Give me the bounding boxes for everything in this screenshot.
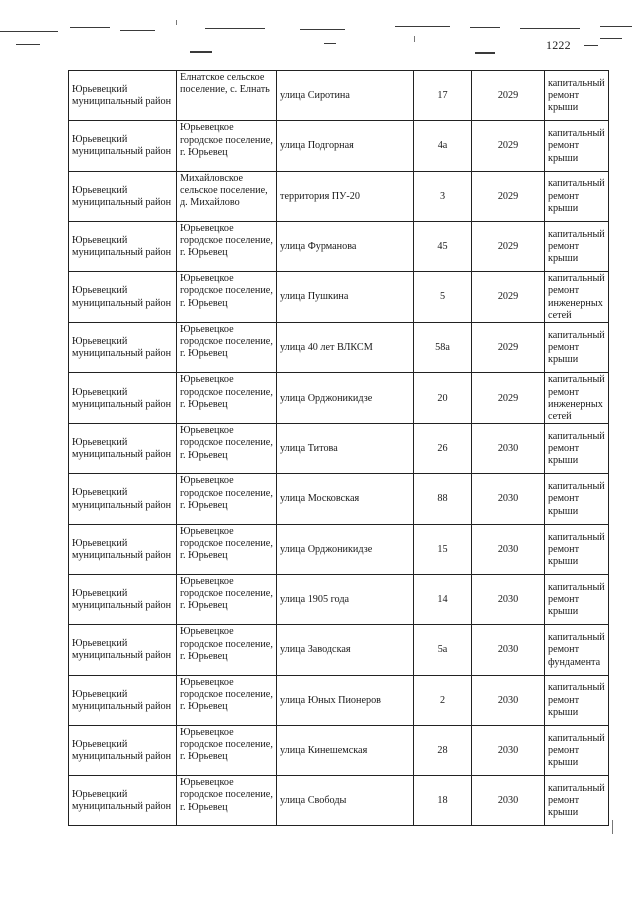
table-row bbox=[69, 524, 609, 574]
street-cell: улица Подгорная bbox=[277, 121, 414, 171]
settlement-cell: Юрьевецкое городское поселение, г. Юрьевец bbox=[177, 323, 277, 373]
scan-mark bbox=[475, 52, 495, 54]
district-cell: Юрьевецкий муниципальный район bbox=[69, 776, 177, 826]
house-number-cell: 5а bbox=[414, 625, 472, 675]
year-cell: 2029 bbox=[472, 373, 545, 424]
settlement-cell: Юрьевецкое городское поселение, г. Юрьевец bbox=[177, 221, 277, 271]
district-cell: Юрьевецкий муниципальный район bbox=[69, 121, 177, 171]
street-cell: улица Кинешемская bbox=[277, 725, 414, 775]
table-row bbox=[69, 71, 609, 121]
table-row bbox=[69, 221, 609, 271]
house-number-cell: 5 bbox=[414, 272, 472, 323]
year-cell: 2030 bbox=[472, 725, 545, 775]
street-cell: улица Московская bbox=[277, 474, 414, 524]
work-type-cell: капитальный ремонт фундамента bbox=[545, 625, 609, 675]
district-cell: Юрьевецкий муниципальный район bbox=[69, 272, 177, 323]
scan-speck bbox=[414, 36, 415, 42]
year-cell: 2029 bbox=[472, 221, 545, 271]
scan-mark bbox=[300, 29, 345, 30]
table-row bbox=[69, 424, 609, 474]
street-cell: улица Заводская bbox=[277, 625, 414, 675]
scan-mark bbox=[600, 26, 632, 27]
street-cell: улица 1905 года bbox=[277, 575, 414, 625]
street-cell: улица Сиротина bbox=[277, 71, 414, 121]
settlement-cell: Юрьевецкое городское поселение, г. Юрьевец bbox=[177, 121, 277, 171]
scan-mark bbox=[190, 51, 212, 53]
table-row bbox=[69, 725, 609, 775]
table-row bbox=[69, 272, 609, 323]
district-cell: Юрьевецкий муниципальный район bbox=[69, 221, 177, 271]
scan-mark bbox=[16, 44, 40, 45]
scan-mark bbox=[395, 26, 450, 27]
street-cell: территория ПУ-20 bbox=[277, 171, 414, 221]
scan-mark bbox=[0, 31, 58, 32]
street-cell: улица Юных Пионеров bbox=[277, 675, 414, 725]
street-cell: улица Орджоникидзе bbox=[277, 373, 414, 424]
settlement-cell: Елнатское сельское поселение, с. Елнать bbox=[177, 71, 277, 121]
house-number-cell: 88 bbox=[414, 474, 472, 524]
street-cell: улица Титова bbox=[277, 424, 414, 474]
work-type-cell: капитальный ремонт крыши bbox=[545, 71, 609, 121]
scan-mark bbox=[520, 28, 580, 29]
table-row bbox=[69, 776, 609, 826]
year-cell: 2029 bbox=[472, 121, 545, 171]
district-cell: Юрьевецкий муниципальный район bbox=[69, 725, 177, 775]
house-number-cell: 14 bbox=[414, 575, 472, 625]
settlement-cell: Юрьевецкое городское поселение, г. Юрьевец bbox=[177, 575, 277, 625]
scan-mark bbox=[70, 27, 110, 28]
district-cell: Юрьевецкий муниципальный район bbox=[69, 575, 177, 625]
work-type-cell: капитальный ремонт крыши bbox=[545, 675, 609, 725]
house-number-cell: 15 bbox=[414, 524, 472, 574]
settlement-cell: Юрьевецкое городское поселение, г. Юрьевец bbox=[177, 776, 277, 826]
year-cell: 2030 bbox=[472, 776, 545, 826]
year-cell: 2029 bbox=[472, 323, 545, 373]
table-body bbox=[69, 71, 609, 826]
district-cell: Юрьевецкий муниципальный район bbox=[69, 424, 177, 474]
scan-speck bbox=[612, 820, 613, 834]
table-row bbox=[69, 575, 609, 625]
scan-mark bbox=[324, 43, 336, 44]
year-cell: 2030 bbox=[472, 524, 545, 574]
settlement-cell: Юрьевецкое городское поселение, г. Юрьевец bbox=[177, 474, 277, 524]
street-cell: улица Фурманова bbox=[277, 221, 414, 271]
house-number-cell: 18 bbox=[414, 776, 472, 826]
district-cell: Юрьевецкий муниципальный район bbox=[69, 474, 177, 524]
house-number-cell: 20 bbox=[414, 373, 472, 424]
work-type-cell: капитальный ремонт крыши bbox=[545, 121, 609, 171]
scan-mark bbox=[470, 27, 500, 28]
page-number: 1222 bbox=[546, 38, 571, 52]
street-cell: улица Свободы bbox=[277, 776, 414, 826]
district-cell: Юрьевецкий муниципальный район bbox=[69, 373, 177, 424]
house-number-cell: 26 bbox=[414, 424, 472, 474]
work-type-cell: капитальный ремонт крыши bbox=[545, 171, 609, 221]
work-type-cell: капитальный ремонт крыши bbox=[545, 424, 609, 474]
scan-mark bbox=[584, 45, 598, 46]
house-number-cell: 28 bbox=[414, 725, 472, 775]
settlement-cell: Михайловское сельское поселение, д. Михайлово bbox=[177, 171, 277, 221]
settlement-cell: Юрьевецкое городское поселение, г. Юрьевец bbox=[177, 373, 277, 424]
settlement-cell: Юрьевецкое городское поселение, г. Юрьевец bbox=[177, 272, 277, 323]
district-cell: Юрьевецкий муниципальный район bbox=[69, 675, 177, 725]
work-type-cell: капитальный ремонт крыши bbox=[545, 221, 609, 271]
street-cell: улица Орджоникидзе bbox=[277, 524, 414, 574]
table-row bbox=[69, 323, 609, 373]
work-type-cell: капитальный ремонт инженерных сетей bbox=[545, 373, 609, 424]
settlement-cell: Юрьевецкое городское поселение, г. Юрьевец bbox=[177, 675, 277, 725]
year-cell: 2030 bbox=[472, 575, 545, 625]
year-cell: 2030 bbox=[472, 474, 545, 524]
work-type-cell: капитальный ремонт инженерных сетей bbox=[545, 272, 609, 323]
year-cell: 2030 bbox=[472, 424, 545, 474]
house-number-cell: 3 bbox=[414, 171, 472, 221]
table-row bbox=[69, 474, 609, 524]
house-number-cell: 17 bbox=[414, 71, 472, 121]
street-cell: улица Пушкина bbox=[277, 272, 414, 323]
district-cell: Юрьевецкий муниципальный район bbox=[69, 625, 177, 675]
scan-mark bbox=[600, 38, 622, 39]
scan-mark bbox=[205, 28, 265, 29]
settlement-cell: Юрьевецкое городское поселение, г. Юрьевец bbox=[177, 725, 277, 775]
house-number-cell: 45 bbox=[414, 221, 472, 271]
work-type-cell: капитальный ремонт крыши bbox=[545, 776, 609, 826]
settlement-cell: Юрьевецкое городское поселение, г. Юрьевец bbox=[177, 424, 277, 474]
year-cell: 2030 bbox=[472, 675, 545, 725]
table-row bbox=[69, 171, 609, 221]
housing-repair-table bbox=[68, 70, 609, 826]
house-number-cell: 2 bbox=[414, 675, 472, 725]
district-cell: Юрьевецкий муниципальный район bbox=[69, 171, 177, 221]
district-cell: Юрьевецкий муниципальный район bbox=[69, 323, 177, 373]
year-cell: 2029 bbox=[472, 272, 545, 323]
settlement-cell: Юрьевецкое городское поселение, г. Юрьевец bbox=[177, 625, 277, 675]
year-cell: 2029 bbox=[472, 171, 545, 221]
table-row bbox=[69, 373, 609, 424]
scan-mark bbox=[120, 30, 155, 31]
house-number-cell: 4а bbox=[414, 121, 472, 171]
settlement-cell: Юрьевецкое городское поселение, г. Юрьевец bbox=[177, 524, 277, 574]
table-row bbox=[69, 625, 609, 675]
work-type-cell: капитальный ремонт крыши bbox=[545, 323, 609, 373]
work-type-cell: капитальный ремонт крыши bbox=[545, 524, 609, 574]
district-cell: Юрьевецкий муниципальный район bbox=[69, 524, 177, 574]
scan-speck bbox=[176, 20, 177, 25]
district-cell: Юрьевецкий муниципальный район bbox=[69, 71, 177, 121]
year-cell: 2029 bbox=[472, 71, 545, 121]
table-row bbox=[69, 675, 609, 725]
year-cell: 2030 bbox=[472, 625, 545, 675]
work-type-cell: капитальный ремонт крыши bbox=[545, 575, 609, 625]
house-number-cell: 58а bbox=[414, 323, 472, 373]
street-cell: улица 40 лет ВЛКСМ bbox=[277, 323, 414, 373]
table-row bbox=[69, 121, 609, 171]
work-type-cell: капитальный ремонт крыши bbox=[545, 474, 609, 524]
work-type-cell: капитальный ремонт крыши bbox=[545, 725, 609, 775]
